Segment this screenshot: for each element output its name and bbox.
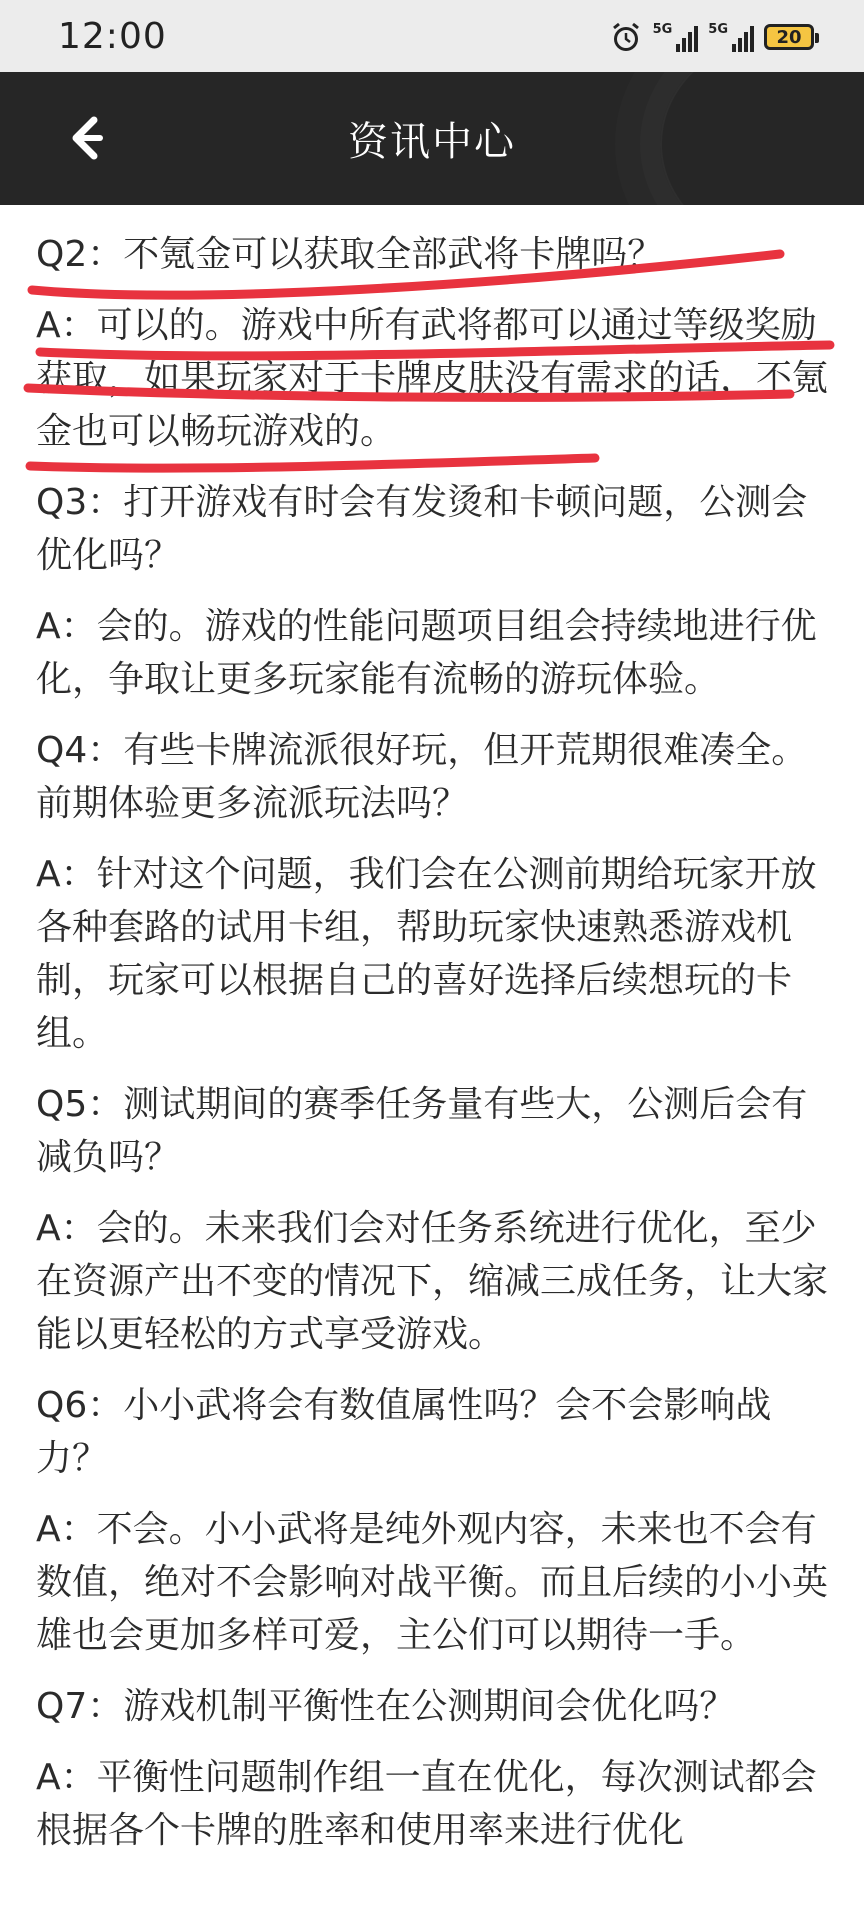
signal-2-icon bbox=[708, 22, 754, 52]
signal-1-label: 5G bbox=[652, 22, 673, 37]
faq-item bbox=[36, 724, 836, 1060]
faq-item bbox=[36, 1379, 836, 1662]
faq-answer: A：不会。小小武将是纯外观内容，未来也不会有数值，绝对不会影响对战平衡。而且后续的小小英雄也会更加多样可爱，主公们可以期待一手。 bbox=[36, 1509, 829, 1656]
app-header bbox=[0, 72, 864, 205]
signal-2-label: 5G bbox=[708, 22, 728, 37]
faq-answer: A：针对这个问题，我们会在公测前期给玩家开放各种套路的试用卡组，帮助玩家快速熟悉游戏机制，玩家可以根据自己的喜好选择后续想玩的卡组。 bbox=[36, 854, 817, 1054]
signal-1-icon bbox=[653, 22, 699, 52]
faq-question: Q7：游戏机制平衡性在公测期间会优化吗？ bbox=[36, 1686, 736, 1727]
faq-question: Q5：测试期间的赛季任务量有些大，公测后会有减负吗？ bbox=[36, 1084, 808, 1178]
faq-answer: A：平衡性问题制作组一直在优化，每次测试都会根据各个卡牌的胜率和使用率来进行优化 bbox=[36, 1757, 817, 1851]
battery-icon bbox=[764, 24, 814, 50]
faq-question: Q2：不氪金可以获取全部武将卡牌吗？ bbox=[36, 234, 664, 275]
faq-item bbox=[36, 228, 836, 458]
faq-content bbox=[36, 228, 836, 1875]
alarm-icon bbox=[609, 20, 643, 54]
faq-answer: A：会的。游戏的性能问题项目组会持续地进行优化，争取让更多玩家能有流畅的游玩体验。 bbox=[36, 606, 817, 700]
faq-answer: A：可以的。游戏中所有武将都可以通过等级奖励获取，如果玩家对于卡牌皮肤没有需求的话，不氪金也可以畅玩游戏的。 bbox=[36, 305, 829, 452]
faq-answer: A：会的。未来我们会对任务系统进行优化，至少在资源产出不变的情况下，缩减三成任务，让大家能以更轻松的方式享受游戏。 bbox=[36, 1208, 829, 1355]
faq-question: Q3：打开游戏有时会有发烫和卡顿问题，公测会优化吗？ bbox=[36, 482, 808, 576]
status-icons bbox=[609, 20, 814, 54]
faq-item bbox=[36, 1680, 836, 1857]
battery-level: 20 bbox=[776, 26, 802, 48]
faq-question: Q6：小小武将会有数值属性吗？会不会影响战力？ bbox=[36, 1385, 772, 1479]
status-time: 12:00 bbox=[58, 16, 167, 57]
faq-question: Q4：有些卡牌流派很好玩，但开荒期很难凑全。前期体验更多流派玩法吗？ bbox=[36, 730, 808, 824]
faq-item bbox=[36, 476, 836, 706]
faq-item bbox=[36, 1078, 836, 1361]
page-title: 资讯中心 bbox=[348, 119, 516, 165]
status-bar bbox=[0, 0, 864, 72]
